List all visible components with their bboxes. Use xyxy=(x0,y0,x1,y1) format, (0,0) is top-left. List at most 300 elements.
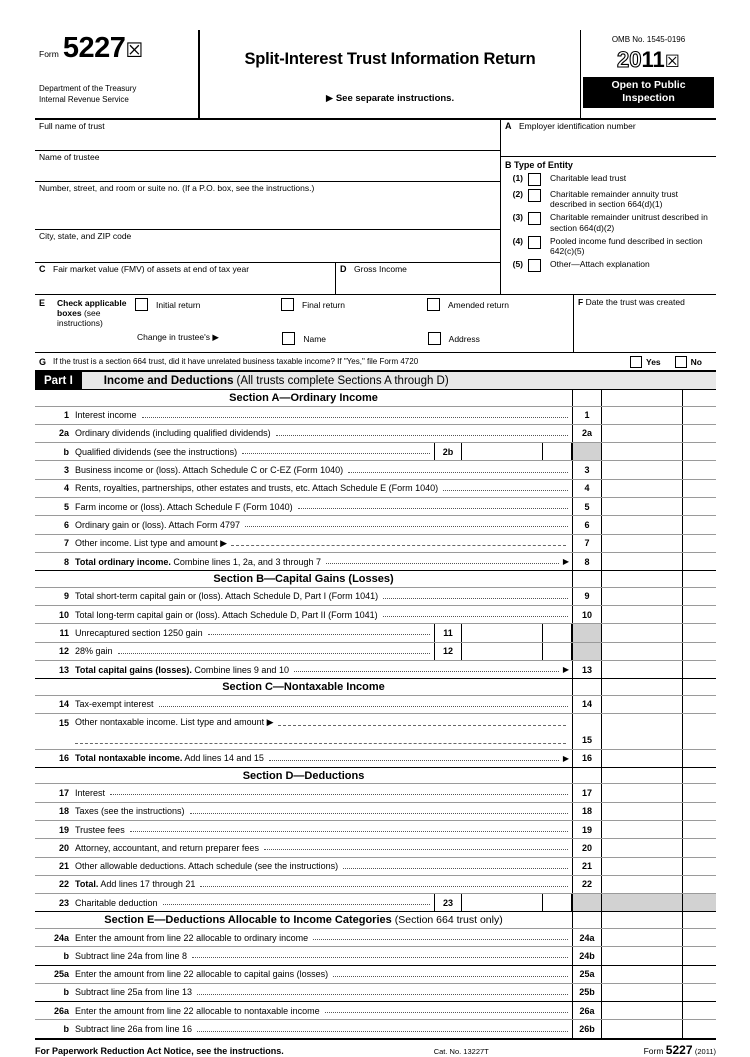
line-23-inset-number: 23 xyxy=(434,894,462,911)
full-name-of-trust-field[interactable] xyxy=(35,120,500,151)
gross-income-field[interactable] xyxy=(336,263,500,294)
table-row xyxy=(35,803,716,821)
table-row xyxy=(35,606,716,624)
line-5-box-number: 5 xyxy=(573,498,602,515)
fmv-gross-income-row xyxy=(35,263,500,294)
line-4-text: Rents, royalties, partnerships, other estates and trusts, etc. Attach Schedule E (Form 1040) xyxy=(75,483,439,494)
department-line-2: Internal Revenue Service xyxy=(39,94,129,104)
table-row xyxy=(35,929,716,947)
line-21-cents-input[interactable] xyxy=(683,858,716,875)
section-e-title-bold: Section E—Deductions Allocable to Income Categories xyxy=(104,914,392,927)
line-16-text-bold: Total nontaxable income. xyxy=(75,753,183,764)
entity-type-option[interactable] xyxy=(501,259,716,272)
line-22-cents-input[interactable] xyxy=(683,876,716,893)
table-row xyxy=(35,876,716,894)
line-11-amount-blank xyxy=(602,624,683,641)
line-2a-cents-input[interactable] xyxy=(683,425,716,442)
line-7-box-number: 7 xyxy=(573,535,602,552)
line-23-amount-shaded xyxy=(602,894,683,911)
line-19-number: 19 xyxy=(58,824,69,835)
entity-type-text: Charitable lead trust xyxy=(550,173,627,183)
tax-year-glyph-icon: ☒ xyxy=(664,52,680,71)
line-7-text: Other income. List type and amount ▶ xyxy=(75,537,227,548)
section-d-number-spacer xyxy=(573,768,602,784)
table-row xyxy=(35,553,716,571)
line-15-writein-input[interactable] xyxy=(278,717,566,726)
line-15-text: Other nontaxable income. List type and amount ▶ xyxy=(75,717,274,728)
right-arrow-icon: ▶ xyxy=(562,557,569,567)
footer-form-year: (2011) xyxy=(694,1046,716,1056)
table-row xyxy=(35,588,716,606)
entity-type-number: (3) xyxy=(512,212,523,222)
line-25b-cents-input[interactable] xyxy=(683,984,716,1001)
line-24a-text-cell xyxy=(35,929,573,946)
line-20-number: 20 xyxy=(58,842,69,853)
line-6-amount-input[interactable] xyxy=(602,516,683,533)
table-row xyxy=(35,661,716,679)
entity-type-checkbox[interactable] xyxy=(528,212,541,225)
line-2b-text: Qualified dividends (see the instructions) xyxy=(75,446,238,457)
line-23-inset-amount-input[interactable] xyxy=(462,894,543,911)
line-8-text-bold: Total ordinary income. xyxy=(75,556,171,567)
line-2a-text: Ordinary dividends (including qualified dividends) xyxy=(75,428,271,439)
line-25a-amount-input[interactable] xyxy=(602,966,683,983)
line-2a-amount-input[interactable] xyxy=(602,425,683,442)
line-26a-box-number: 26a xyxy=(573,1002,602,1019)
line-24a-text: Enter the amount from line 22 allocable to ordinary income xyxy=(75,932,309,943)
section-a-header-row xyxy=(35,390,716,407)
line-6-text: Ordinary gain or (loss). Attach Form 4797 xyxy=(75,519,241,530)
date-trust-created-caption xyxy=(574,295,716,307)
line-2b-inset-group xyxy=(434,443,572,460)
entity-type-checkbox[interactable] xyxy=(528,236,541,249)
line-6-cents-input[interactable] xyxy=(683,516,716,533)
tax-year-prefix: 20 xyxy=(617,47,642,72)
line-1-box-number: 1 xyxy=(573,407,602,424)
ein-label: Employer identification number xyxy=(519,121,636,131)
fmv-field[interactable] xyxy=(35,263,336,294)
section-e-number-spacer xyxy=(573,912,602,928)
table-row xyxy=(35,443,716,461)
section-b-cents-spacer xyxy=(683,571,716,587)
amended-return-checkbox[interactable] xyxy=(427,298,440,311)
line-19-text-cell xyxy=(35,821,573,838)
right-arrow-icon: ▶ xyxy=(562,753,569,763)
entity-type-checkbox[interactable] xyxy=(528,189,541,202)
leader-dots xyxy=(118,646,430,654)
line-11-inset-amount-input[interactable] xyxy=(462,624,543,641)
section-a-amount-spacer xyxy=(602,390,683,406)
form-footer xyxy=(35,1040,716,1057)
catalog-number: Cat. No. 13227T xyxy=(433,1046,489,1056)
line-9-box-number: 9 xyxy=(573,588,602,605)
line-2b-inset-amount-input[interactable] xyxy=(462,443,543,460)
line-25a-cents-input[interactable] xyxy=(683,966,716,983)
line-11-inset-group xyxy=(434,624,572,641)
line-1-cents-input[interactable] xyxy=(683,407,716,424)
city-state-zip-field[interactable] xyxy=(35,230,500,263)
leader-dots xyxy=(159,699,568,707)
line-13-amount-input[interactable] xyxy=(602,661,683,678)
leader-dots xyxy=(190,806,568,814)
line-24b-amount-input[interactable] xyxy=(602,947,683,964)
part-i-header xyxy=(35,372,716,390)
line-16-number: 16 xyxy=(58,753,69,764)
line-18-box-number: 18 xyxy=(573,803,602,820)
line-8-box-number: 8 xyxy=(573,553,602,570)
name-of-trustee-field[interactable] xyxy=(35,151,500,182)
leader-dots xyxy=(383,591,568,599)
line-5-text: Farm income or (loss). Attach Schedule F (Form 1040) xyxy=(75,501,293,512)
line-22-text-cell xyxy=(35,876,573,893)
line-9-cents-input[interactable] xyxy=(683,588,716,605)
table-row xyxy=(35,821,716,839)
line-21-text-cell xyxy=(35,858,573,875)
line-24a-number: 24a xyxy=(53,932,69,943)
line-13-cents-input[interactable] xyxy=(683,661,716,678)
line-26a-cents-input[interactable] xyxy=(683,1002,716,1019)
line-3-text-cell xyxy=(35,461,573,478)
line-21-box-number: 21 xyxy=(573,858,602,875)
section-e-amount-spacer xyxy=(602,912,683,928)
line-9-number: 9 xyxy=(63,591,69,602)
line-1-amount-input[interactable] xyxy=(602,407,683,424)
line-7-writein-input[interactable] xyxy=(231,537,566,546)
line-12-cents-blank xyxy=(683,643,716,660)
line-11-inset-cents-input[interactable] xyxy=(543,624,572,641)
line-3-number: 3 xyxy=(63,465,69,476)
leader-dots xyxy=(197,1024,568,1032)
line-4-text-cell xyxy=(35,480,573,497)
table-row xyxy=(35,407,716,425)
type-of-entity-label: Type of Entity xyxy=(514,160,573,170)
gross-income-letter: D xyxy=(340,264,347,274)
section-a-cents-spacer xyxy=(683,390,716,406)
line-4-box-number: 4 xyxy=(573,480,602,497)
line-12-inset-group xyxy=(434,643,572,660)
section-c-number-spacer xyxy=(573,679,602,695)
omb-number: OMB No. 1545-0196 xyxy=(611,35,686,44)
line-17-amount-input[interactable] xyxy=(602,784,683,801)
fmv-label: Fair market value (FMV) of assets at end of tax year xyxy=(53,264,250,274)
line-19-amount-input[interactable] xyxy=(602,821,683,838)
section-e-cents-spacer xyxy=(683,912,716,928)
footer-form-number: 5227 xyxy=(665,1042,693,1057)
table-row xyxy=(35,535,716,553)
line-11-text-cell xyxy=(35,624,573,641)
tax-year xyxy=(581,47,716,73)
line-18-amount-input[interactable] xyxy=(602,803,683,820)
type-of-entity-block xyxy=(501,157,716,278)
form-title-block xyxy=(200,30,581,118)
right-arrow-icon: ▶ xyxy=(562,665,569,674)
line-15-text-cell xyxy=(35,714,573,731)
entity-type-option[interactable] xyxy=(501,189,716,210)
table-row xyxy=(35,516,716,534)
line-14-amount-input[interactable] xyxy=(602,696,683,713)
line-22-amount-input[interactable] xyxy=(602,876,683,893)
table-row xyxy=(35,480,716,498)
line-26b-amount-input[interactable] xyxy=(602,1020,683,1037)
leader-dots xyxy=(326,556,559,564)
line-23-text: Charitable deduction xyxy=(75,897,158,908)
line-18-number: 18 xyxy=(58,806,69,817)
line-12-inset-number: 12 xyxy=(434,643,462,660)
line-3-amount-input[interactable] xyxy=(602,461,683,478)
line-19-box-number: 19 xyxy=(573,821,602,838)
table-row xyxy=(35,858,716,876)
line-25b-text: Subtract line 25a from line 13 xyxy=(75,987,193,998)
line-7-number: 7 xyxy=(63,538,69,549)
form-label: Form xyxy=(39,48,59,59)
line-2b-inset-cents-input[interactable] xyxy=(543,443,572,460)
check-boxes-label-bold: Check applicable boxes xyxy=(57,298,127,318)
final-return-checkbox[interactable] xyxy=(281,298,294,311)
final-return-label: Final return xyxy=(302,299,345,310)
entity-type-checkbox[interactable] xyxy=(528,259,541,272)
line-4-amount-input[interactable] xyxy=(602,480,683,497)
entity-type-number: (2) xyxy=(512,188,523,199)
line-15-cents-input-top[interactable] xyxy=(683,714,716,731)
line-10-box-number: 10 xyxy=(573,606,602,623)
leader-dots xyxy=(269,753,559,761)
line-11-text: Unrecaptured section 1250 gain xyxy=(75,627,203,638)
line-3-cents-input[interactable] xyxy=(683,461,716,478)
line-g-yes-checkbox[interactable] xyxy=(630,356,642,368)
income-and-deductions-table xyxy=(35,390,716,1040)
table-row xyxy=(35,784,716,802)
line-6-number: 6 xyxy=(63,519,69,530)
line-18-cents-input[interactable] xyxy=(683,803,716,820)
section-a-title: Section A—Ordinary Income xyxy=(35,390,573,406)
line-25b-amount-input[interactable] xyxy=(602,984,683,1001)
table-row xyxy=(35,1020,716,1037)
line-22-number: 22 xyxy=(58,879,69,890)
line-2b-inset-number: 2b xyxy=(434,443,462,460)
form-header xyxy=(35,30,716,120)
entity-left-column xyxy=(35,120,501,294)
line-23-cents-shaded xyxy=(683,894,716,911)
line-15-cents-input[interactable] xyxy=(683,731,716,748)
line-3-text: Business income or (loss). Attach Schedule C or C-EZ (Form 1040) xyxy=(75,465,344,476)
line-16-amount-input[interactable] xyxy=(602,750,683,767)
line-10-amount-input[interactable] xyxy=(602,606,683,623)
initial-return-checkbox[interactable] xyxy=(135,298,148,311)
line-12-inset-amount-input[interactable] xyxy=(462,643,543,660)
line-g-letter: G xyxy=(39,356,47,367)
open-to-public-badge xyxy=(583,77,714,108)
line-12-inset-cents-input[interactable] xyxy=(543,643,572,660)
line-26b-cents-input[interactable] xyxy=(683,1020,716,1037)
line-g-no-checkbox[interactable] xyxy=(675,356,687,368)
line-15-writein-input-2[interactable] xyxy=(75,734,566,744)
entity-type-option[interactable] xyxy=(501,173,716,186)
line-24b-text: Subtract line 24a from line 8 xyxy=(75,950,188,961)
line-16-text-cell xyxy=(35,750,573,767)
line-16-cents-input[interactable] xyxy=(683,750,716,767)
line-26a-text: Enter the amount from line 22 allocable to nontaxable income xyxy=(75,1005,320,1016)
line-20-amount-input[interactable] xyxy=(602,839,683,856)
section-c-header-row xyxy=(35,679,716,696)
line-19-cents-input[interactable] xyxy=(683,821,716,838)
line-16-text-rest: Add lines 14 and 15 xyxy=(184,753,264,764)
line-22-text xyxy=(75,879,195,889)
street-address-field[interactable] xyxy=(35,182,500,230)
section-e-header-row xyxy=(35,912,716,929)
section-d-amount-spacer xyxy=(602,768,683,784)
line-22-text-rest: Add lines 17 through 21 xyxy=(100,879,196,890)
final-return-option[interactable] xyxy=(281,298,427,311)
initial-return-option[interactable] xyxy=(135,298,281,311)
line-25a-text-cell xyxy=(35,966,573,983)
part-i-title-rest: (All trusts complete Sections A through D) xyxy=(236,374,449,387)
section-c-title: Section C—Nontaxable Income xyxy=(35,679,573,695)
line-8-cents-input[interactable] xyxy=(683,553,716,570)
line-10-number: 10 xyxy=(58,609,69,620)
line-24b-text-cell xyxy=(35,947,573,964)
paperwork-reduction-notice: For Paperwork Reduction Act Notice, see the instructions. xyxy=(35,1045,284,1056)
line-2a-text-cell xyxy=(35,425,573,442)
line-15-amount-input-top[interactable] xyxy=(602,714,683,731)
table-row xyxy=(35,696,716,714)
line-13-box-number: 13 xyxy=(573,661,602,678)
line-22-text-bold: Total. xyxy=(75,879,99,890)
section-b-title: Section B—Capital Gains (Losses) xyxy=(35,571,573,587)
department-line-1: Department of the Treasury xyxy=(39,84,137,93)
line-24a-cents-input[interactable] xyxy=(683,929,716,946)
table-row xyxy=(35,624,716,642)
leader-dots xyxy=(192,950,568,958)
date-trust-created-label: Date the trust was created xyxy=(585,297,685,307)
line-11-cents-blank xyxy=(683,624,716,641)
check-applicable-boxes-block xyxy=(35,295,574,352)
line-15-number: 15 xyxy=(58,717,69,728)
line-15-box-number: 15 xyxy=(573,731,602,748)
line-8-amount-input[interactable] xyxy=(602,553,683,570)
part-i-title xyxy=(82,372,449,389)
irs-form-5227-page xyxy=(35,30,716,1057)
line-26a-number: 26a xyxy=(53,1005,69,1016)
line-23-number: 23 xyxy=(58,897,69,908)
line-8-number: 8 xyxy=(63,556,69,567)
section-e-title-rest: (Section 664 trust only) xyxy=(394,914,503,927)
line-20-cents-input[interactable] xyxy=(683,839,716,856)
section-b-header-row xyxy=(35,571,716,588)
table-row xyxy=(35,731,716,749)
line-26a-amount-input[interactable] xyxy=(602,1002,683,1019)
line-12-number: 12 xyxy=(58,646,69,657)
line-3-box-number: 3 xyxy=(573,461,602,478)
table-row xyxy=(35,498,716,516)
line-2b-text-cell xyxy=(35,443,573,460)
line-24a-amount-input[interactable] xyxy=(602,929,683,946)
line-2b-cents-blank xyxy=(683,443,716,460)
line-7-amount-input[interactable] xyxy=(602,535,683,552)
line-14-cents-input[interactable] xyxy=(683,696,716,713)
line-g-no-option[interactable] xyxy=(675,356,702,368)
change-address-option[interactable] xyxy=(428,332,573,345)
check-boxes-label-rest: (see instructions) xyxy=(57,308,103,328)
line-g-yes-option[interactable] xyxy=(630,356,661,368)
line-16-box-number: 16 xyxy=(573,750,602,767)
line-1-text-cell xyxy=(35,407,573,424)
line-23-inset-cents-input[interactable] xyxy=(543,894,572,911)
line-21-text: Other allowable deductions. Attach schedule (see the instructions) xyxy=(75,861,339,872)
line-21-amount-input[interactable] xyxy=(602,858,683,875)
leader-dots xyxy=(130,824,568,832)
line-17-cents-input[interactable] xyxy=(683,784,716,801)
line-9-amount-input[interactable] xyxy=(602,588,683,605)
line-5-amount-input[interactable] xyxy=(602,498,683,515)
line-7-cents-input[interactable] xyxy=(683,535,716,552)
entity-type-text: Other—Attach explanation xyxy=(550,259,650,269)
page-title: Split-Interest Trust Information Return xyxy=(244,50,536,68)
part-i-title-bold: Income and Deductions xyxy=(103,374,234,387)
check-boxes-label xyxy=(53,298,135,328)
line-14-text: Tax-exempt interest xyxy=(75,699,154,710)
line-17-box-number: 17 xyxy=(573,784,602,801)
entity-type-number: (1) xyxy=(512,173,523,183)
line-10-cents-input[interactable] xyxy=(683,606,716,623)
line-21-number: 21 xyxy=(58,861,69,872)
line-26b-text: Subtract line 26a from line 16 xyxy=(75,1024,193,1035)
tax-year-suffix: 11 xyxy=(641,47,665,72)
date-trust-created-field[interactable] xyxy=(574,295,716,352)
table-row xyxy=(35,966,716,984)
entity-type-option[interactable] xyxy=(501,236,716,257)
line-4-cents-input[interactable] xyxy=(683,480,716,497)
change-name-option[interactable] xyxy=(282,332,427,345)
leader-dots xyxy=(325,1005,568,1013)
employer-identification-number-field[interactable] xyxy=(501,120,716,157)
leader-dots xyxy=(142,410,568,418)
line-24b-box-number: 24b xyxy=(573,947,602,964)
line-1-number: 1 xyxy=(63,410,69,421)
section-c-cents-spacer xyxy=(683,679,716,695)
line-24b-cents-input[interactable] xyxy=(683,947,716,964)
line-10-text: Total long-term capital gain or (loss). Attach Schedule D, Part II (Form 1041) xyxy=(75,609,378,620)
leader-dots xyxy=(443,483,568,491)
amended-return-option[interactable] xyxy=(427,298,573,311)
line-5-cents-input[interactable] xyxy=(683,498,716,515)
check-boxes-first-row xyxy=(35,298,573,328)
leader-dots xyxy=(197,987,568,995)
change-name-checkbox[interactable] xyxy=(282,332,295,345)
line-15-amount-input[interactable] xyxy=(602,731,683,748)
entity-type-text: Pooled income fund described in section 642(c)(5) xyxy=(550,235,703,256)
line-12-box-shaded xyxy=(573,643,602,660)
line-14-text-cell xyxy=(35,696,573,713)
line-12-text-cell xyxy=(35,643,573,660)
line-19-text: Trustee fees xyxy=(75,824,125,835)
line-1-text: Interest income xyxy=(75,410,137,421)
leader-dots xyxy=(264,842,568,850)
city-state-zip-label: City, state, and ZIP code xyxy=(39,231,132,241)
type-of-entity-header xyxy=(501,157,716,173)
leader-dots xyxy=(294,664,559,672)
change-address-checkbox[interactable] xyxy=(428,332,441,345)
entity-right-column xyxy=(501,120,716,294)
entity-type-option[interactable] xyxy=(501,212,716,233)
line-20-text: Attorney, accountant, and return preparer fees xyxy=(75,842,259,853)
leader-dots xyxy=(163,897,430,905)
line-25b-text-cell xyxy=(35,984,573,1001)
entity-type-number: (5) xyxy=(512,259,523,269)
section-a-number-spacer xyxy=(573,390,602,406)
entity-type-checkbox[interactable] xyxy=(528,173,541,186)
table-row xyxy=(35,714,716,731)
line-7-text-cell xyxy=(35,535,573,552)
